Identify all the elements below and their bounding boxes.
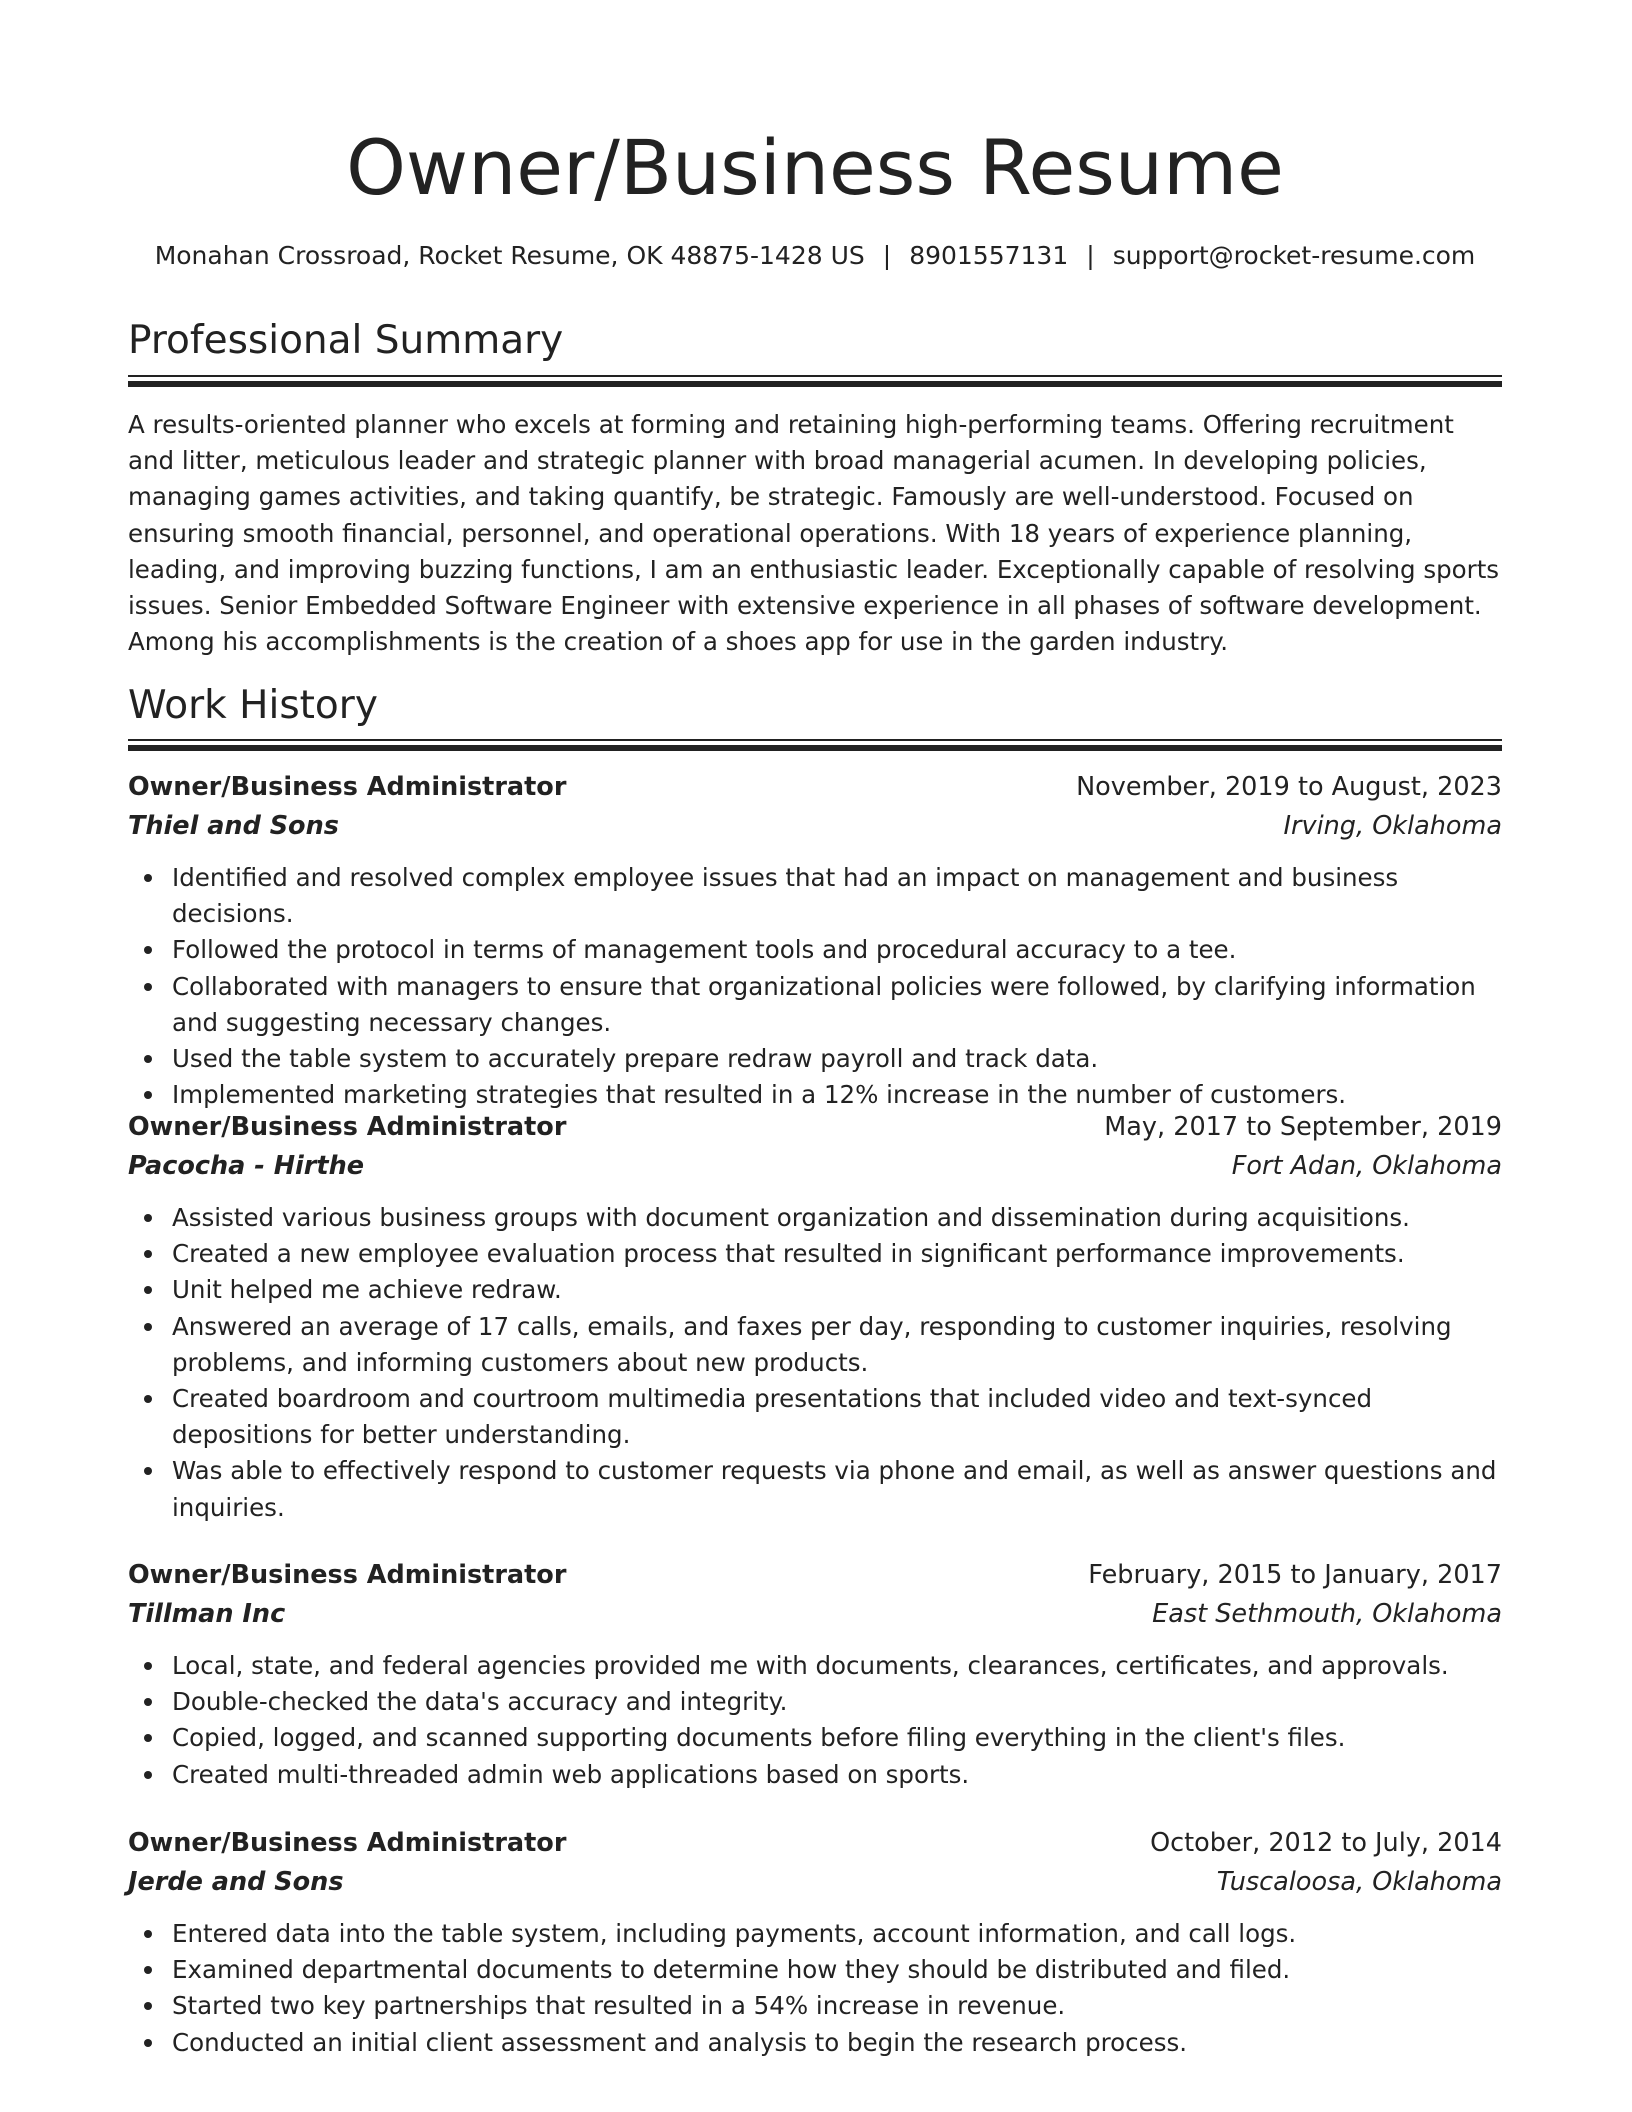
contact-separator: | [1086, 241, 1095, 270]
bullet-dot-icon [144, 1214, 152, 1222]
bullet-text: Followed the protocol in terms of management tools and procedural accuracy to a tee. [172, 935, 1237, 965]
bullet-dot-icon [144, 1323, 152, 1331]
list-item [128, 860, 1502, 932]
job-header [128, 1824, 1502, 1863]
bullet-text: Was able to effectively respond to customer requests via phone and email, as well as answer questions and inquiries. [172, 1456, 1497, 1522]
job-dates: October, 2012 to July, 2014 [1150, 1828, 1502, 1858]
list-item [128, 1272, 1502, 1308]
section-title-summary: Professional Summary [128, 318, 564, 363]
job-entry [128, 1556, 1502, 1789]
bullet-dot-icon [144, 1286, 152, 1294]
section-divider-thin [128, 375, 1502, 377]
job-entry [128, 1824, 1502, 2057]
bullet-dot-icon [144, 1395, 152, 1403]
list-item [128, 1684, 1502, 1720]
section-divider-thin [128, 739, 1502, 741]
bullet-dot-icon [144, 874, 152, 882]
list-item [128, 2025, 1502, 2061]
bullet-dot-icon [144, 2002, 152, 2010]
job-title: Owner/Business Administrator [128, 1112, 567, 1142]
job-location: Irving, Oklahoma [1283, 811, 1502, 841]
bullet-text: Identified and resolved complex employee issues that had an impact on management and business decisions. [172, 863, 1399, 929]
list-item [128, 1309, 1502, 1381]
bullet-dot-icon [144, 946, 152, 954]
job-header [128, 768, 1502, 807]
section-divider-thick [128, 381, 1502, 387]
job-bullets [128, 1916, 1502, 2061]
bullet-text: Entered data into the table system, including payments, account information, and call logs. [172, 1919, 1297, 1948]
job-company: Tillman Inc [128, 1599, 286, 1629]
list-item [128, 1648, 1502, 1684]
job-entry [128, 768, 1502, 1110]
job-company: Pacocha - Hirthe [128, 1151, 365, 1181]
bullet-text: Started two key partnerships that resulted in a 54% increase in revenue. [172, 1991, 1066, 2021]
job-subheader [128, 1595, 1502, 1634]
job-location: East Sethmouth, Oklahoma [1152, 1599, 1502, 1629]
job-dates: February, 2015 to January, 2017 [1088, 1560, 1502, 1590]
bullet-text: Implemented marketing strategies that resulted in a 12% increase in the number of customers. [172, 1080, 1347, 1110]
list-item [128, 1041, 1502, 1077]
list-item [128, 969, 1502, 1041]
list-item [128, 1952, 1502, 1988]
contact-separator: | [882, 241, 892, 270]
bullet-dot-icon [144, 1467, 152, 1475]
bullet-text: Created a new employee evaluation process that resulted in significant performance improvements. [172, 1239, 1405, 1269]
job-bullets [128, 1200, 1502, 1526]
resume-name: Owner/Business Resume [346, 123, 1284, 212]
bullet-text: Used the table system to accurately prepare redraw payroll and track data. [172, 1044, 1099, 1074]
job-bullets [128, 860, 1502, 1113]
job-entry [128, 1108, 1502, 1522]
contact-address: Monahan Crossroad, Rocket Resume, OK 48875-1428 US [154, 241, 865, 270]
list-item [128, 1988, 1502, 2024]
job-title: Owner/Business Administrator [128, 1828, 567, 1858]
bullet-text: Copied, logged, and scanned supporting documents before filing everything in the client's files. [172, 1723, 1346, 1753]
list-item [128, 1916, 1502, 1952]
list-item [128, 1236, 1502, 1272]
list-item [128, 932, 1502, 968]
bullet-dot-icon [144, 1055, 152, 1063]
job-title: Owner/Business Administrator [128, 1560, 567, 1590]
bullet-dot-icon [144, 1734, 152, 1742]
bullet-text: Conducted an initial client assessment and analysis to begin the research process. [172, 2027, 1188, 2057]
section-title-work-history: Work History [128, 683, 378, 728]
job-title: Owner/Business Administrator [128, 772, 567, 802]
bullet-text: Collaborated with managers to ensure that organizational policies were followed, by clarifying information and suggesting necessary changes. [172, 971, 1476, 1037]
job-location: Fort Adan, Oklahoma [1231, 1151, 1502, 1181]
job-subheader [128, 1147, 1502, 1186]
list-item [128, 1757, 1502, 1793]
job-bullets [128, 1648, 1502, 1793]
bullet-text: Local, state, and federal agencies provided me with documents, clearances, certificates, and approvals. [172, 1651, 1449, 1680]
bullet-dot-icon [144, 983, 152, 991]
bullet-text: Created boardroom and courtroom multimedia presentations that included video and text-synced depositions for better understanding. [172, 1384, 1373, 1450]
bullet-text: Double-checked the data's accuracy and integrity. [172, 1687, 788, 1717]
bullet-dot-icon [144, 1250, 152, 1258]
bullet-dot-icon [144, 1662, 152, 1670]
bullet-text: Assisted various business groups with document organization and dissemination during acquisitions. [172, 1203, 1410, 1232]
job-company: Jerde and Sons [128, 1867, 344, 1897]
summary-text: A results-oriented planner who excels at forming and retaining high-performing teams. Offering recruitment and litter, meticulous leader and strategic planner with broad managerial acumen. In developing policies, managing games activities, and taking quantify, be strategic. Famously are well-understood. Focused on ensuring smooth financial, personnel, and operational operations. With 18 years of experience planning, leading, and improving buzzing functions, I am an enthusiastic leader. Exceptionally capable of resolving sports issues. Senior Embedded Software Engineer with extensive experience in all phases of software development. Among his accomplishments is the creation of a shoes app for use in the garden industry. [128, 410, 1500, 657]
job-header [128, 1108, 1502, 1147]
bullet-text: Answered an average of 17 calls, emails, and faxes per day, responding to customer inquiries, resolving problems, and informing customers about new products. [172, 1311, 1452, 1377]
bullet-dot-icon [144, 2039, 152, 2047]
job-header [128, 1556, 1502, 1595]
contact-line [128, 238, 1502, 274]
bullet-dot-icon [144, 1698, 152, 1706]
list-item [128, 1381, 1502, 1453]
list-item [128, 1720, 1502, 1756]
job-company: Thiel and Sons [128, 811, 339, 841]
job-subheader [128, 807, 1502, 846]
bullet-dot-icon [144, 1930, 152, 1938]
bullet-dot-icon [144, 1771, 152, 1779]
bullet-text: Created multi-threaded admin web applications based on sports. [172, 1759, 970, 1789]
bullet-dot-icon [144, 1091, 152, 1099]
job-dates: November, 2019 to August, 2023 [1076, 772, 1502, 802]
bullet-text: Examined departmental documents to determine how they should be distributed and filed. [172, 1955, 1291, 1985]
section-divider-thick [128, 745, 1502, 751]
job-subheader [128, 1863, 1502, 1902]
list-item [128, 1200, 1502, 1236]
job-location: Tuscaloosa, Oklahoma [1216, 1867, 1502, 1897]
list-item [128, 1453, 1502, 1525]
bullet-dot-icon [144, 1966, 152, 1974]
contact-phone[interactable]: 8901557131 [909, 241, 1069, 270]
contact-email[interactable]: support@rocket-resume.com [1112, 241, 1476, 270]
bullet-text: Unit helped me achieve redraw. [172, 1275, 562, 1305]
job-dates: May, 2017 to September, 2019 [1104, 1112, 1502, 1142]
